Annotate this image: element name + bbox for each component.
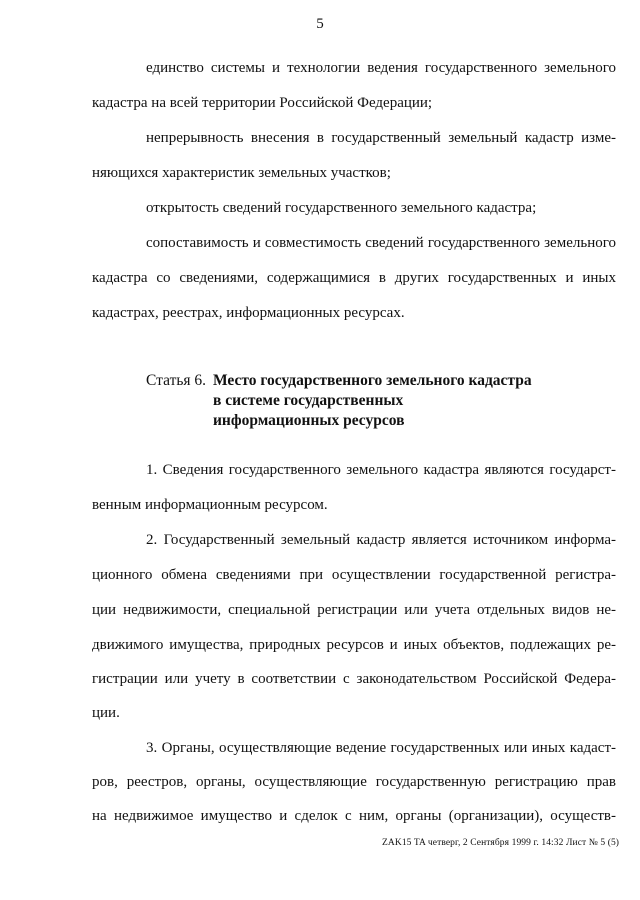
article-title-line-1: Место государственного земельного кадастра: [213, 372, 532, 389]
article-paragraph-1-line-2: венным информационным ресурсом.: [92, 497, 328, 513]
paragraph-4-line-2: кадастра со сведениями, содержащимися в других государственных и иных: [92, 270, 616, 286]
article-paragraph-3-line-2: ров, реестров, органы, осуществляющие государственную регистрацию прав: [92, 774, 616, 790]
article-title-line-2: в системе государственных: [213, 392, 404, 409]
paragraph-2-line-2: няющихся характеристик земельных участков;: [92, 165, 391, 181]
paragraph-4-line-1: сопоставимость и совместимость сведений государственного земельного: [146, 235, 616, 251]
paragraph-4-line-3: кадастрах, реестрах, информационных ресурсах.: [92, 305, 405, 321]
article-paragraph-3-line-1: 3. Органы, осуществляющие ведение государственных или иных кадаст-: [146, 740, 616, 756]
article-paragraph-1-line-1: 1. Сведения государственного земельного кадастра являются государст-: [146, 462, 616, 478]
article-paragraph-3-line-3: на недвижимое имущество и сделок с ним, органы (организации), осуществ-: [92, 808, 616, 824]
paragraph-1-line-2: кадастра на всей территории Российской Федерации;: [92, 95, 433, 111]
article-paragraph-2-line-5: гистрации или учету в соответствии с законодательством Российской Федера-: [92, 671, 616, 687]
article-title-line-3: информационных ресурсов: [213, 412, 405, 429]
page-number: 5: [316, 16, 324, 32]
paragraph-3-line-1: открытость сведений государственного земельного кадастра;: [146, 200, 537, 216]
paragraph-1-line-1: единство системы и технологии ведения государственного земельного: [146, 60, 616, 76]
article-paragraph-2-line-1: 2. Государственный земельный кадастр является источником информа-: [146, 532, 616, 548]
article-paragraph-2-line-3: ции недвижимости, специальной регистрации или учета отдельных видов не-: [92, 602, 616, 618]
page-footer: ZAK15 TA четверг, 2 Сентября 1999 г. 14:32 Лист № 5 (5): [382, 838, 620, 848]
article-paragraph-2-line-2: ционного обмена сведениями при осуществлении государственной регистра-: [92, 567, 616, 583]
article-number: Статья 6.: [146, 372, 207, 389]
article-paragraph-2-line-4: движимого имущества, природных ресурсов и иных объектов, подлежащих ре-: [92, 637, 616, 653]
article-paragraph-2-line-6: ции.: [92, 705, 120, 721]
paragraph-2-line-1: непрерывность внесения в государственный земельный кадастр изме-: [146, 130, 616, 146]
